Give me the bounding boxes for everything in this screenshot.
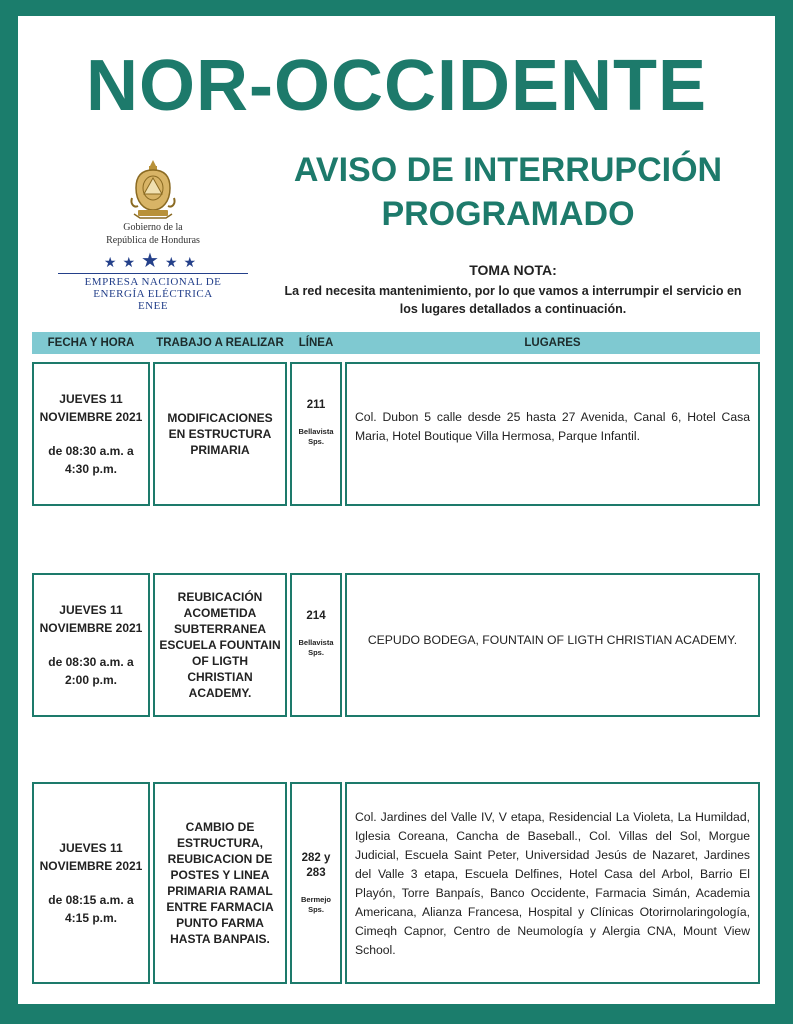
line-number: 282 y 283 — [301, 852, 331, 879]
note-heading: TOMA NOTA: — [469, 262, 557, 278]
places-cell — [345, 782, 760, 984]
date-cell — [32, 782, 150, 984]
time-line-1: de 08:15 a.m. a — [48, 893, 134, 907]
places-text: Col. Dubon 5 calle desde 25 hasta 27 Avenida, Canal 6, Hotel Casa Maria, Hotel Boutique Villa Hermosa, Parque Infantil. — [355, 410, 750, 443]
line-location-2: Sps. — [308, 905, 324, 914]
line-cell — [290, 573, 342, 717]
date-line-2: NOVIEMBRE 2021 — [39, 621, 143, 635]
places-text: CEPUDO BODEGA, FOUNTAIN OF LIGTH CHRISTIAN ACADEMY. — [367, 633, 738, 647]
time-line-2: 2:00 p.m. — [64, 673, 117, 687]
work-text: REUBICACIÓN ACOMETIDA SUBTERRANEA ESCUELA FOUNTAIN OF LIGTH CHRISTIAN ACADEMY. — [159, 590, 281, 700]
date-line-1: JUEVES 11 — [59, 392, 123, 406]
date-line-1: JUEVES 11 — [59, 841, 123, 855]
work-cell — [153, 573, 287, 717]
date-line-2: NOVIEMBRE 2021 — [39, 859, 143, 873]
work-text: MODIFICACIONES EN ESTRUCTURA PRIMARIA — [167, 411, 273, 457]
time-line-2: 4:30 p.m. — [64, 462, 117, 476]
work-cell — [153, 782, 287, 984]
company-line-3: ENEE — [137, 300, 169, 312]
line-number: 214 — [306, 610, 326, 622]
table-header — [32, 332, 760, 354]
notice-title-line-2: PROGRAMADO — [381, 195, 635, 233]
note-text-line-2: los lugares detallados a continuación. — [399, 302, 627, 316]
line-cell — [290, 782, 342, 984]
region-title: NOR-OCCIDENTE — [86, 46, 707, 126]
places-text: Col. Jardines del Valle IV, V etapa, Residencial La Violeta, La Humildad, Iglesia Coreana, Cancha de Baseball., Col. Villas del Sol, Morgue Judicial, Escuela Saint Peter, Universidad Jesús de Nazaret, Jardines del Valle 3 etapa, Escuela Delfines, Hotel Casa del Arbol, Barrio El Playón, Torre Banpaís, Banco Occidente, Farmacia Simán, Academia Americana, Alianza Francesa, Hospital y Clínicas Otorirnolaringología, Cimeqh Capnor, Centro de Neumología y Alergia CNA, Mount View School. — [355, 810, 750, 957]
notice-title — [258, 148, 758, 236]
star-icon: ★ — [122, 254, 142, 270]
line-location-1: Bellavista — [298, 638, 334, 647]
date-cell — [32, 362, 150, 506]
time-line-1: de 08:30 a.m. a — [48, 444, 134, 458]
header-places: LUGARES — [524, 337, 581, 349]
notice-page — [18, 16, 775, 1004]
work-text: CAMBIO DE ESTRUCTURA, REUBICACION DE POSTES Y LINEA PRIMARIA RAMAL ENTRE FARMACIA PUNTO FARMA HASTA BANPAIS. — [166, 820, 274, 946]
table-row — [32, 782, 760, 984]
table-row — [32, 362, 760, 506]
notice-title-line-1: AVISO DE INTERRUPCIÓN — [293, 151, 723, 189]
star-icon: ★ — [141, 250, 165, 272]
line-location-2: Sps. — [308, 437, 324, 446]
time-line-2: 4:15 p.m. — [64, 911, 117, 925]
honduras-seal-icon — [128, 158, 178, 220]
header-line: LÍNEA — [298, 337, 334, 349]
company-line-2: ENERGÍA ELÉCTRICA — [93, 288, 213, 300]
stars-row — [48, 250, 258, 272]
line-cell — [290, 362, 342, 506]
gov-line-1: Gobierno de la — [123, 222, 183, 233]
enee-logo — [48, 158, 258, 318]
header-work: TRABAJO A REALIZAR — [156, 337, 284, 349]
date-line-1: JUEVES 11 — [59, 603, 123, 617]
company-line-1: EMPRESA NACIONAL DE — [84, 276, 222, 288]
places-cell — [345, 362, 760, 506]
line-location-1: Bellavista — [298, 427, 334, 436]
note-block — [268, 262, 758, 318]
line-location-2: Sps. — [308, 648, 324, 657]
star-icon: ★ — [183, 254, 203, 270]
work-cell — [153, 362, 287, 506]
date-cell — [32, 573, 150, 717]
time-line-1: de 08:30 a.m. a — [48, 655, 134, 669]
line-location-1: Bermejo — [300, 895, 331, 904]
gov-line-2: República de Honduras — [106, 235, 200, 246]
logo-divider — [58, 273, 248, 274]
note-text-line-1: La red necesita mantenimiento, por lo que vamos a interrumpir el servicio en — [284, 284, 742, 298]
table-row — [32, 573, 760, 717]
line-number: 211 — [306, 399, 326, 411]
star-icon: ★ — [103, 254, 123, 270]
date-line-2: NOVIEMBRE 2021 — [39, 410, 143, 424]
places-cell — [345, 573, 760, 717]
star-icon: ★ — [164, 254, 184, 270]
header-date: FECHA Y HORA — [47, 337, 135, 349]
